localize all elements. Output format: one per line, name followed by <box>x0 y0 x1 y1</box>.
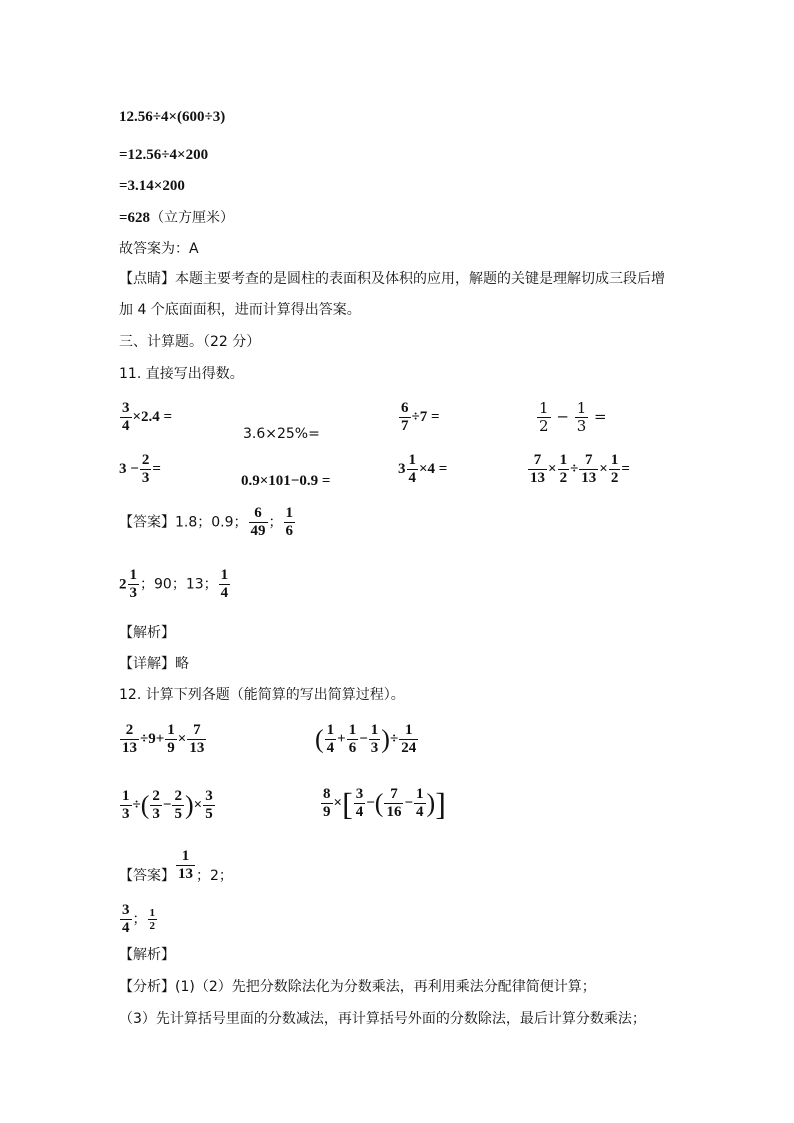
fraction: $\frac{2}{13}$ <box>122 722 137 756</box>
q12-answer-line-1: 【答案】 $\frac{1}{13}$ ；2； <box>119 848 233 884</box>
tip-line-1: 【点睛】本题主要考查的是圆柱的表面积及体积的应用，解题的关键是理解切成三段后增 <box>119 271 665 287</box>
q12-expr-2: ( $\frac{1}{4}$ + $\frac{1}{6}$ − $\frac{1}{3}$ )÷ $\frac{1}{24}$ <box>315 722 417 756</box>
fraction: $\frac{1}{4}$ <box>408 452 416 486</box>
fraction: $\frac{1}{3}$ <box>129 567 137 601</box>
solution-line-1: 12.56÷4×(600÷3) <box>119 109 226 125</box>
q11-answer-line-1: 【答案】1.8；0.9； $\frac{6}{49}$ ； $\frac{1}{6}$ <box>119 505 294 539</box>
fraction: $\frac{1}{13}$ <box>178 848 193 882</box>
fraction: $\frac{1}{2}$ <box>149 907 155 932</box>
q12-expr-3: $\frac{1}{3}$ ÷( $\frac{2}{3}$ − $\frac{2}{5}$ )× $\frac{3}{5}$ <box>122 788 213 822</box>
fraction: $\frac{3}{4}$ <box>122 902 130 936</box>
solution-unit: （立方厘米） <box>150 210 235 226</box>
tip-line-2: 加 4 个底面面积，进而计算得出答案。 <box>119 302 361 318</box>
fraction: $\frac{2}{3}$ <box>152 788 160 822</box>
q12-title: 12. 计算下列各题（能简算的写出简算过程）。 <box>119 687 405 703</box>
answer-line: 故答案为：A <box>119 241 199 257</box>
fraction: $\frac{6}{7}$ <box>401 400 409 434</box>
fraction: $\frac{7}{16}$ <box>386 786 402 820</box>
fraction: $\frac{2}{3}$ <box>141 452 150 486</box>
fraction: $\frac{1}{9}$ <box>167 722 175 756</box>
fraction: $\frac{1}{3}$ <box>122 788 130 822</box>
fraction: $\frac{1}{2}$ <box>559 452 568 486</box>
fraction: $\frac{7}{13}$ <box>581 452 597 486</box>
fraction: $\frac{3}{5}$ <box>205 788 213 822</box>
q11-item-7: 3 $\frac{1}{4}$ ×4 = <box>398 452 448 486</box>
fraction: $\frac{1}{4}$ <box>326 722 335 756</box>
q11-item-2: 3.6×25%= <box>243 426 320 442</box>
fraction: $\frac{1}{24}$ <box>401 722 417 756</box>
fraction: $\frac{3}{4}$ <box>355 786 364 820</box>
fraction: $\frac{2}{5}$ <box>174 788 182 822</box>
fraction: $\frac{7}{13}$ <box>189 722 205 756</box>
q12-analysis-label: 【解析】 <box>119 947 175 963</box>
solution-line-2: =12.56÷4×200 <box>119 147 209 163</box>
q11-item-6: 0.9×101−0.9 = <box>241 473 331 489</box>
fraction: $\frac{1}{4}$ <box>416 786 424 820</box>
q11-analysis-label: 【解析】 <box>119 625 175 641</box>
fraction: $\frac{3}{4}$ <box>122 400 130 434</box>
q11-detail: 【详解】略 <box>119 656 189 672</box>
q11-item-8: $\frac{7}{13}$ × $\frac{1}{2}$ ÷ $\frac{7}{13}$ × $\frac{1}{2}$ = <box>530 452 630 486</box>
fraction: $\frac{8}{9}$ <box>323 786 331 820</box>
q12-expr-1: $\frac{2}{13}$ ÷9+ $\frac{1}{9}$ × $\frac{7}{13}$ <box>122 722 205 756</box>
solution-line-4 <box>119 209 234 227</box>
q11-answer-line-2: 2 $\frac{1}{3}$ ；90；13； $\frac{1}{4}$ <box>119 567 229 601</box>
fraction: $\frac{6}{49}$ <box>250 505 266 539</box>
fraction: $\frac{1}{6}$ <box>285 505 294 539</box>
q12-analysis-line-2: （3）先计算括号里面的分数减法，再计算括号外面的分数除法，最后计算分数乘法； <box>119 1011 646 1027</box>
fraction: $\frac{1}{2}$ <box>610 452 619 486</box>
q11-title: 11. 直接写出得数。 <box>119 366 244 382</box>
q12-analysis-line-1: 【分析】(1)（2）先把分数除法化为分数乘法，再利用乘法分配律简便计算； <box>119 979 596 995</box>
section-heading: 三、计算题。（22 分） <box>119 334 261 350</box>
fraction: $\frac{1}{4}$ <box>220 567 229 601</box>
q12-answer-line-2: $\frac{3}{4}$ ； $\frac{1}{2}$ <box>122 902 155 936</box>
solution-line-3: =3.14×200 <box>119 178 185 194</box>
fraction: $\frac{1}{3}$ <box>370 722 379 756</box>
q11-item-1: $\frac{3}{4}$ ×2.4 = <box>122 400 173 434</box>
fraction: $\frac{1}{6}$ <box>348 722 357 756</box>
fraction: $\frac{1}{3}$ <box>576 399 587 435</box>
q11-item-3: $\frac{6}{7}$ ÷7 = <box>401 400 440 434</box>
q12-expr-4: $\frac{8}{9}$ ×[ $\frac{3}{4}$ −( $\frac{7}{16}$ − $\frac{1}{4}$ )] <box>323 785 446 822</box>
solution-value: =628 <box>119 210 151 226</box>
q11-item-4: $\frac{1}{2}$ − $\frac{1}{3}$ = <box>539 399 607 435</box>
fraction: $\frac{7}{13}$ <box>530 452 545 486</box>
fraction: $\frac{1}{2}$ <box>539 399 549 435</box>
q11-item-5: 3 − $\frac{2}{3}$ = <box>119 452 161 486</box>
